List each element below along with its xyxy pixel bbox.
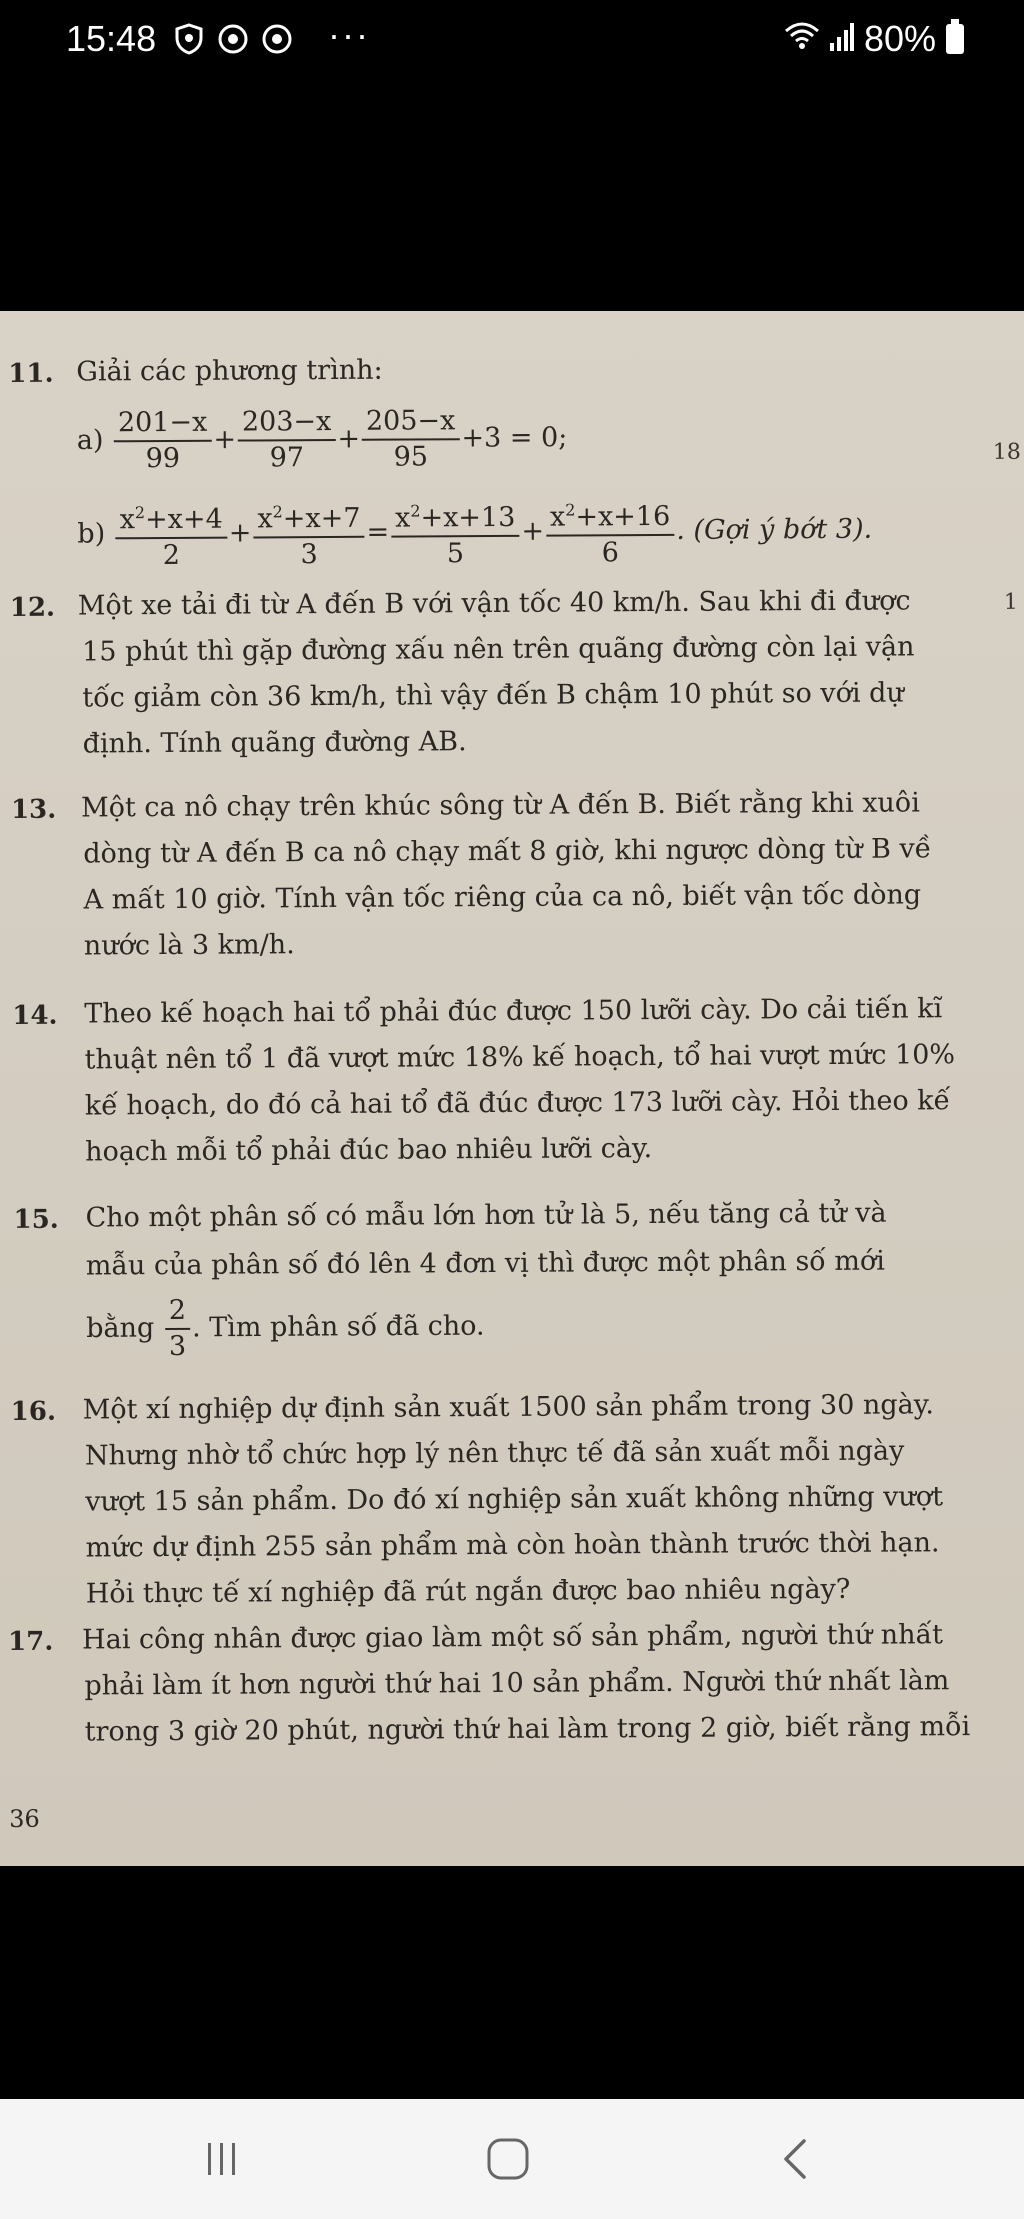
numerator: 203−x (238, 405, 336, 442)
battery-percent: 80% (863, 18, 936, 59)
problem-line: 15 phút thì gặp đường xấu nên trên quãng đường còn lại vận (81, 631, 915, 668)
problem-line: Hỏi thực tế xí nghiệp đã rút ngắn được bao nhiêu ngày? (85, 1573, 851, 1610)
problem-line: Nhưng nhờ tổ chức hợp lý nên thực tế đã sản xuất mỗi ngày (84, 1435, 905, 1472)
problem-line: nước là 3 km/h. (83, 929, 295, 962)
fraction (165, 1294, 191, 1364)
problem-text: Giải các phương trình: (76, 354, 383, 388)
margin-number: 1 (1003, 589, 1018, 615)
denominator: 3 (168, 1330, 187, 1362)
variable: x (257, 503, 273, 535)
denominator: 97 (269, 442, 305, 474)
hint-text: . (Gợi ý bớt 3). (676, 513, 873, 546)
problem-number: 14. (12, 1000, 58, 1031)
problem-line: kế hoạch, do đó cả hai tổ đã đúc được 173 lưỡi cày. Hỏi theo kế (84, 1085, 951, 1122)
problem-number: 15. (13, 1204, 59, 1235)
fraction (362, 404, 460, 475)
denominator: 99 (145, 442, 181, 475)
back-button[interactable] (766, 2133, 826, 2185)
problem-line: phải làm ít hơn người thứ hai 10 sản phẩm. Người thứ nhất làm (84, 1665, 950, 1702)
problem-line: trong 3 giờ 20 phút, người thứ hai làm trong 2 giờ, biết rằng mỗi (84, 1711, 971, 1748)
problem-number: 12. (9, 592, 56, 623)
problem-line: mẫu của phân số đó lên 4 đơn vị thì được một phân số mới (85, 1245, 885, 1282)
equation-label: b) (77, 518, 106, 550)
denominator: 3 (300, 539, 318, 571)
problem-line: Một xe tải đi từ A đến B với vận tốc 40 km/h. Sau khi đi được (77, 585, 911, 622)
numerator: +x+4 (145, 503, 223, 536)
text-fragment: bằng (86, 1312, 155, 1344)
problem-line: A mất 10 giờ. Tính vận tốc riêng của ca nô, biết vận tốc dòng (83, 879, 922, 916)
denominator: 6 (601, 537, 620, 569)
more-notifications-icon: ··· (328, 14, 370, 55)
variable: x (119, 504, 136, 536)
wifi-icon (784, 18, 820, 60)
home-icon (485, 2136, 531, 2182)
problem-number: 13. (10, 794, 57, 825)
textbook-page (0, 311, 1024, 1866)
status-bar (0, 0, 1024, 84)
exponent: 2 (565, 500, 576, 520)
recent-apps-icon (202, 2139, 242, 2179)
chrome-icon (260, 22, 294, 56)
numerator: 2 (165, 1294, 190, 1330)
equation-tail: +3 = 0; (461, 422, 568, 454)
fraction (114, 406, 212, 477)
exponent: 2 (410, 501, 421, 521)
exponent: 2 (134, 503, 146, 523)
numerator: +x+13 (420, 501, 516, 534)
fraction (391, 494, 520, 572)
fraction (253, 495, 365, 573)
exponent: 2 (272, 502, 283, 522)
problem-line: Hai công nhân được giao làm một số sản phẩm, người thứ nhất (82, 1619, 944, 1656)
problem-number: 11. (8, 358, 54, 389)
denominator: 95 (393, 441, 429, 473)
variable: x (549, 501, 566, 533)
numerator: 201−x (114, 406, 212, 443)
status-right (784, 18, 964, 60)
fraction (546, 493, 675, 571)
problem-line: dòng từ A đến B ca nô chạy mất 8 giờ, khi ngược dòng từ B về (83, 833, 932, 870)
problem-number: 17. (8, 1626, 54, 1657)
numerator: +x+7 (282, 502, 361, 535)
problem-line: Một xí nghiệp dự định sản xuất 1500 sản phẩm trong 30 ngày. (82, 1389, 935, 1426)
problem-line: định. Tính quãng đường AB. (82, 726, 467, 760)
notification-icons (172, 22, 294, 56)
signal-icon (830, 18, 854, 60)
document-photo (0, 311, 1024, 1866)
navigation-bar (0, 2099, 1024, 2219)
problem-line: mức dự định 255 sản phẩm mà còn hoàn thành trước thời hạn. (85, 1527, 940, 1564)
problem-line: thuật nên tổ 1 đã vượt mức 18% kế hoạch, tổ hai vượt mức 10% (84, 1039, 956, 1076)
home-button[interactable] (478, 2133, 538, 2185)
problem-number: 16. (10, 1396, 57, 1427)
recent-apps-button[interactable] (192, 2133, 252, 2185)
back-chevron-icon (776, 2137, 816, 2181)
equation-label: a) (76, 424, 104, 457)
shield-icon (172, 22, 206, 56)
battery-icon (946, 24, 964, 54)
problem-line: Cho một phân số có mẫu lớn hơn tử là 5, nếu tăng cả tử và (85, 1197, 887, 1234)
problem-line: tốc giảm còn 36 km/h, thì vậy đến B chậm 10 phút so với dự (82, 677, 904, 714)
problem-line (86, 1292, 485, 1364)
problem-line: vượt 15 sản phẩm. Do đó xí nghiệp sản xuất không những vượt (85, 1481, 944, 1518)
variable: x (395, 502, 411, 534)
equation-a: a) $\frac{201-x}{99}$ + $\frac{203-x}{97}$ + $\frac{205-x}{95}$ +3 = 0; (77, 404, 568, 477)
text-fragment: . Tìm phân số đã cho. (191, 1310, 485, 1344)
status-time: 15:48 (66, 18, 157, 59)
denominator: 2 (162, 539, 181, 572)
denominator: 5 (446, 538, 465, 570)
problem-line: hoạch mỗi tổ phải đúc bao nhiêu lưỡi cày. (85, 1133, 653, 1168)
numerator: +x+16 (575, 500, 671, 533)
fraction (238, 405, 336, 476)
equation-b: b) $\frac{x^2+x+4}{2}$ + $\frac{x^2+x+7}{3}$ = $\frac{x^2+x+13}{5}$ + $\frac{x^2+x+16}{6}$ . (Gợi ý bớt 3). (77, 492, 872, 574)
fraction (116, 496, 228, 574)
problem-line: Theo kế hoạch hai tổ phải đúc được 150 lưỡi cày. Do cải tiến kĩ (84, 993, 943, 1030)
problem-line: Một ca nô chạy trên khúc sông từ A đến B. Biết rằng khi xuôi (80, 787, 920, 824)
page-number: 36 (9, 1804, 40, 1833)
numerator: 205−x (362, 404, 460, 441)
margin-number: 18 (992, 439, 1021, 465)
chrome-icon (216, 22, 250, 56)
